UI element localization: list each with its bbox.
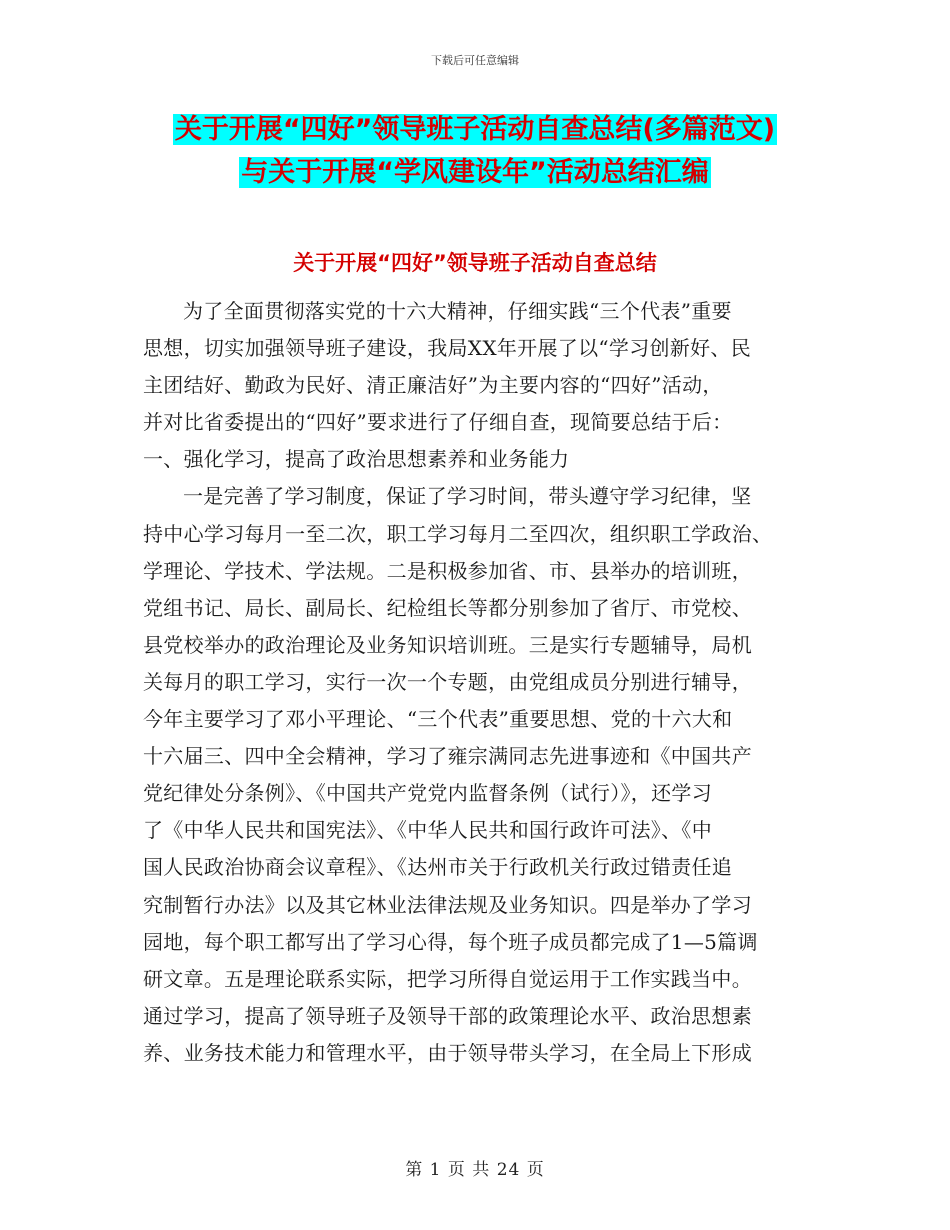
body-line: 一是完善了学习制度，保证了学习时间，带头遵守学习纪律，坚	[183, 484, 752, 509]
document-title-line-2	[0, 155, 950, 191]
body-line: 通过学习，提高了领导班子及领导干部的政策理论水平、政治思想素	[143, 1003, 752, 1028]
body-line: 十六届三、四中全会精神，学习了雍宗满同志先进事迹和《中国共产	[143, 744, 752, 769]
body-line: 关每月的职工学习，实行一次一个专题，由党组成员分别进行辅导，	[143, 669, 752, 694]
document-body	[143, 293, 803, 1072]
body-line: 持中心学习每月一至二次，职工学习每月二至四次，组织职工学政治、	[143, 521, 773, 546]
body-line: 国人民政治协商会议章程》、《达州市关于行政机关行政过错责任追	[143, 855, 732, 880]
body-line: 党组书记、局长、副局长、纪检组长等都分别参加了省厅、市党校、	[143, 595, 752, 620]
body-line: 学理论、学技术、学法规。二是积极参加省、市、县举办的培训班，	[143, 558, 752, 583]
body-line: 思想，切实加强领导班子建设，我局XX年开展了以“学习创新好、民	[143, 336, 752, 361]
page-number-footer: 第 1 页 共 24 页	[405, 1160, 545, 1180]
section-title: 关于开展“四好”领导班子活动自查总结	[293, 251, 657, 275]
body-line: 究制暂行办法》以及其它林业法律法规及业务知识。四是举办了学习	[143, 892, 752, 917]
body-line: 研文章。五是理论联系实际，把学习所得自觉运用于工作实践当中。	[143, 966, 752, 991]
body-line: 园地，每个职工都写出了学习心得，每个班子成员都完成了1—5篇调	[143, 929, 758, 954]
body-line: 党纪律处分条例》、《中国共产党党内监督条例（试行）》，还学习	[143, 781, 712, 806]
body-line: 主团结好、勤政为民好、清正廉洁好”为主要内容的“四好”活动，	[143, 373, 723, 398]
title-highlight-2: 与关于开展“学风建设年”活动总结汇编	[241, 157, 709, 188]
body-line: 为了全面贯彻落实党的十六大精神，仔细实践“三个代表”重要	[183, 299, 732, 323]
body-line: 养、业务技术能力和管理水平，由于领导带头学习，在全局上下形成	[143, 1040, 752, 1065]
title-highlight-1: 关于开展“四好”领导班子活动自查总结(多篇范文)	[174, 114, 776, 145]
document-title-line-1	[0, 112, 950, 148]
subheading: 一、强化学习，提高了政治思想素养和业务能力	[143, 447, 570, 472]
body-line: 并对比省委提出的“四好”要求进行了仔细自查，现简要总结于后：	[143, 410, 733, 435]
body-line: 县党校举办的政治理论及业务知识培训班。三是实行专题辅导，局机	[143, 632, 752, 657]
body-line: 了《中华人民共和国宪法》、《中华人民共和国行政许可法》、《中	[143, 818, 712, 843]
body-line: 今年主要学习了邓小平理论、“三个代表”重要思想、党的十六大和	[143, 707, 733, 732]
page-header-note: 下载后可任意编辑	[431, 54, 519, 67]
